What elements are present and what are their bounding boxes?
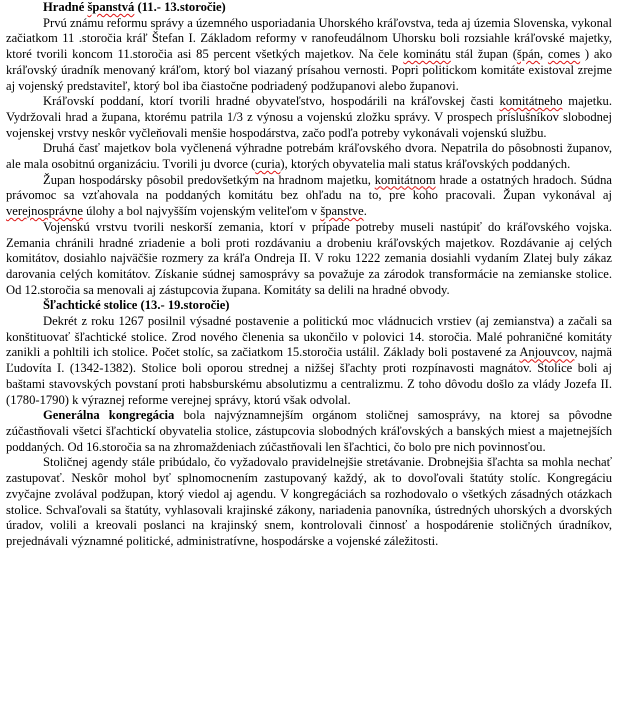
paragraph: [6, 220, 612, 299]
text-run: hrade a ostatných hradoch. Súdna právomoc sa vzťahovala na poddaných komitátu bez ohľadu na to, pre koho pracovali. Župan vykonával aj: [6, 172, 612, 203]
text-run: úlohy a bol najvyšším vojenským veliteľom v: [82, 204, 321, 219]
text-run: Župan hospodársky pôsobil predovšetkým na hradnom majetku,: [43, 172, 375, 187]
text-run: Hradné: [43, 0, 88, 14]
paragraph: [6, 408, 612, 455]
paragraph: [6, 314, 612, 408]
section-heading: [6, 0, 612, 16]
text-run: Vojenskú vrstvu tvorili neskorší zemania, ktorí v prípade potreby museli nastúpiť do kráľovského vojska. Zemania chránili hradné zriadenie a boli proti rozdávaniu a drobeniu kráľovských majetkov. Rozdávanie aj celých komitátov, dosiahlo najväčšie rozmery za kráľa Ondreja II. V roku 1222 zemania dosiahli vydaním Zlatej buly zákaz darovania celých komitátov. Získanie súdnej samosprávy sa považuje za zárodok transformácie na zemianske stolice. Od 12.storočia sa menovali aj zástupcovia župana. Komitáty sa delili na hradné obvody.: [6, 219, 612, 297]
text-run: majetku. Vydržovali hrad a župana, ktorému patrila 1/3 z výnosu a vojenskú zložku správy. V prospech príslušníkov slobodnej vojenskej vrstvy neskôr vyčleňovali menšie hospodárstva, začo podľa potreby vykonávali vojenskú službu.: [6, 94, 613, 140]
paragraph: [6, 141, 612, 172]
text-run: .: [363, 204, 367, 219]
text-run: ) ako kráľovský úradník menovaný kráľom, ktorý bol viazaný prísahou vernosti. Popri politickom komitáte existoval zrejme aj vojenský predstaviteľ, ktorý bol iba čiastočne podriadený podžupanovi alebo županovi.: [6, 47, 613, 93]
spellcheck-word: špán: [516, 47, 541, 62]
text-run: Kráľovskí poddaní, ktorí tvorili hradné obyvateľstvo, hospodárili na kráľovskej časti: [43, 94, 500, 109]
text-run: , najmä Ľudovíta I. (1342-1382). Stolice boli oporou strednej a nižšej šľachty proti rozpínavosti magnátov. Stolice boli aj baštami stavovských povstaní proti habsburskému absolutizmu a centralizmu. Z toho dôvodu došlo za vlády Jozefa II. (1780-1790) k výraznej reforme verejnej správy, ktorú však odvolal.: [6, 345, 612, 407]
text-run: Dekrét z roku 1267 posilnil výsadné postavenie a politickú moc vládnucich vrstiev (aj zemianstva) a začali sa konštituovať šľachtické stolice. Zrod nového členenia sa ukončilo v polovici 14. storočia. Malé pohraničné komitáty zanikli a pohltili ich stolice. Počet stolíc, sa začiatkom 15.storočia ustálil. Základy boli postavené za: [6, 314, 612, 360]
spellcheck-word: kominátu: [403, 47, 451, 62]
spellcheck-word: španstvá: [87, 0, 135, 14]
text-run: ,: [540, 47, 548, 62]
spellcheck-word: komitátneho: [499, 94, 563, 109]
text-run: ), ktorých obyvatelia mali status kráľovských poddaných.: [280, 157, 571, 172]
paragraph: [6, 16, 612, 95]
paragraph: [6, 173, 612, 220]
section-heading: [6, 298, 612, 314]
text-run: (11.- 13.storočie): [134, 0, 226, 14]
paragraph: [6, 455, 612, 549]
text-run: bola najvýznamnejším orgánom stoličnej samosprávy, na ktorej sa pôvodne zúčastňovali všetci šľachtickí obyvatelia stolice, zástupcovia slobodných kráľovských a banských miest a majetnejších poddaných. Od 16.storočia sa na zhromaždeniach zúčastňovali len šľachtici, čo bolo pre nich povinnosťou.: [6, 408, 612, 454]
text-run: Stoličnej agendy stále pribúdalo, čo vyžadovalo pravidelnejšie stretávanie. Drobnejšia šľachta sa mohla nechať zastupovať. Neskôr mohol byť splnomocnením zastupovaný každý, ak to dovoľovali štatúty stolíc. Kongregáciu zvyčajne zvolával podžupan, ktorý viedol aj agendu. V kongregáciách sa rozhodovalo o všetkých zásadných otázkach stolice. Schvaľovali sa štatúty, vyhlasovali krajinské zákony, nariadenia panovníka, ústredných uhorských a dvorských úradov, volili a kreovali poslanci na krajinský snem, kontrolovali činnosť a hospodárenie stoličných úradníkov, prejednávali významné politické, administratívne, hospodárske a vojenské záležitosti.: [6, 455, 612, 548]
text-run: Druhá časť majetkov bola vyčlenená výhradne potrebám kráľovského dvora. Nepatrila do pôsobnosti županov, ale mala osobitnú organizáciu. Tvorili ju dvorce (: [6, 141, 612, 172]
text-run: Prvú známu reformu správy a územného usporiadania Uhorského kráľovstva, teda aj územia Slovenska, vykonal začiatkom 11 .storočia kráľ Štefan I. Základom reformy v ranofeudálnom Uhorsku boli rozsiahle kráľovské majetky, ktoré tvorili koncom 11.storočia asi 85 percent všetkých majetkov. Na čele: [6, 15, 612, 62]
text-run: Šľachtické stolice (13.- 19.storočie): [43, 298, 230, 313]
spellcheck-word: španstve: [320, 204, 364, 219]
bold-term: Generálna kongregácia: [43, 408, 175, 423]
spellcheck-word: Anjouvcov: [519, 345, 575, 360]
text-run: stál župan (: [450, 47, 517, 62]
spellcheck-word: komitátnom: [374, 172, 436, 187]
spellcheck-word: comes: [547, 47, 581, 62]
paragraph: [6, 94, 612, 141]
spellcheck-word: verejnosprávne: [6, 204, 83, 219]
spellcheck-word: curia: [255, 157, 281, 172]
